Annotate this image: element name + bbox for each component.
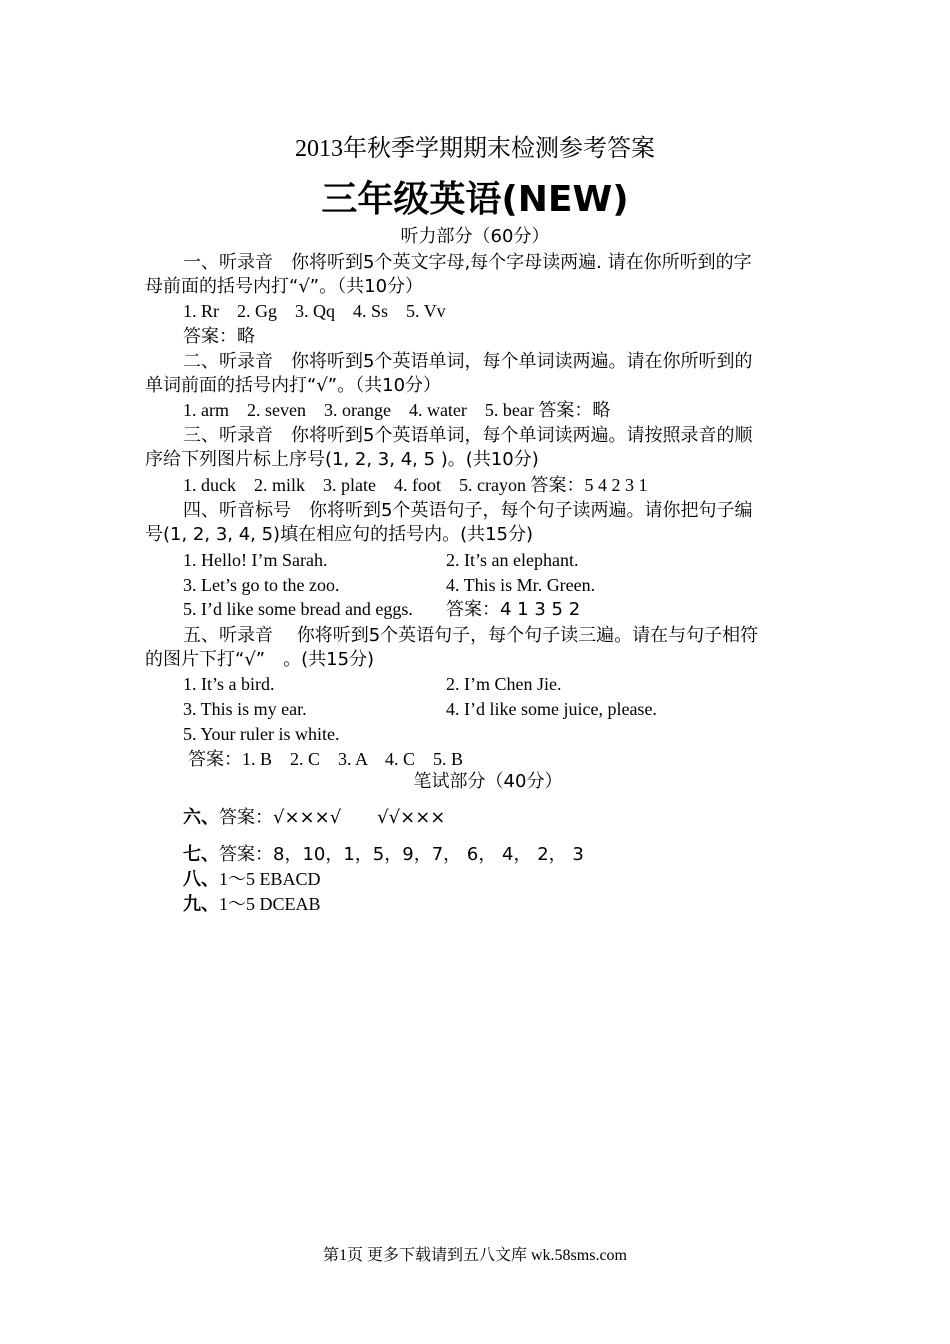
q4-item-4: 4. This is Mr. Green. — [446, 575, 596, 595]
q4-item-3: 3. Let’s go to the zoo. — [183, 575, 340, 595]
written-heading: 笔试部分（40分） — [413, 771, 563, 792]
q4-instruction-line1: 四、听音标号 你将听到5个英语句子，每个句子读两遍。请你把句子编 — [183, 500, 753, 521]
q7-label: 七、 — [183, 844, 219, 865]
q2-instruction-line1: 二、听录音 你将听到5个英语单词，每个单词读两遍。请在你所听到的 — [183, 351, 753, 372]
q2-items: 1. arm 2. seven 3. orange 4. water 5. bear 答案：略 — [183, 400, 611, 420]
q5-item-2: 2. I’m Chen Jie. — [446, 674, 562, 694]
q1-instruction-line1: 一、听录音 你将听到5个英文字母,每个字母读两遍. 请在你所听到的字 — [183, 252, 752, 273]
q4-item-2: 2. It’s an elephant. — [446, 550, 579, 570]
q5-item-4: 4. I’d like some juice, please. — [446, 699, 657, 719]
q5-item-5: 5. Your ruler is white. — [183, 724, 340, 744]
q3-items: 1. duck 2. milk 3. plate 4. foot 5. crayon 答案：5 4 2 3 1 — [183, 475, 648, 495]
q9-row — [183, 892, 321, 917]
q4-answer: 答案：4 1 3 5 2 — [446, 599, 581, 620]
q2-instruction-line2: 单词前面的括号内打“√”。（共10分） — [145, 375, 442, 396]
listening-heading: 听力部分（60分） — [400, 226, 550, 247]
q9-label: 九、 — [183, 894, 219, 915]
q9-answer: 1～5 DCEAB — [219, 894, 321, 914]
q4-item-5: 5. I’d like some bread and eggs. — [183, 599, 413, 619]
q8-answer: 1～5 EBACD — [219, 869, 321, 889]
q1-items: 1. Rr 2. Gg 3. Qq 4. Ss 5. Vv — [183, 301, 446, 321]
q6-label: 六、 — [183, 807, 219, 828]
q3-instruction-line1: 三、听录音 你将听到5个英语单词，每个单词读两遍。请按照录音的顺 — [183, 425, 753, 446]
q5-item-1: 1. It’s a bird. — [183, 674, 275, 694]
q3-instruction-line2: 序给下列图片标上序号(1, 2, 3, 4, 5 )。(共10分) — [145, 449, 539, 470]
q6-answer: 答案：√×××√ √√××× — [219, 807, 446, 828]
q1-instruction-line2: 母前面的括号内打“√”。（共10分） — [145, 276, 424, 297]
q5-answer: 答案：1. B 2. C 3. A 4. C 5. B — [188, 749, 464, 769]
q7-answer: 答案：8，10，1，5，9，7， 6， 4， 2， 3 — [219, 844, 584, 865]
q1-answer: 答案：略 — [183, 326, 255, 347]
q4-instruction-line2: 号(1, 2, 3, 4, 5)填在相应句的括号内。(共15分) — [145, 524, 534, 545]
q5-instruction-line2: 的图片下打“√” 。(共15分) — [145, 649, 375, 670]
q8-row — [183, 867, 321, 892]
exam-title: 2013年秋季学期期末检测参考答案 — [295, 136, 655, 162]
q7-row — [183, 842, 584, 867]
q8-label: 八、 — [183, 869, 219, 890]
q5-instruction-line1: 五、听录音 你将听到5个英语句子，每个句子读三遍。请在与句子相符 — [183, 625, 759, 646]
q4-item-1: 1. Hello! I’m Sarah. — [183, 550, 328, 570]
page-footer: 第1页 更多下载请到五八文库 wk.58sms.com — [322, 1247, 627, 1264]
q5-item-3: 3. This is my ear. — [183, 699, 307, 719]
q6-row — [183, 805, 445, 830]
subject-title: 三年级英语(NEW) — [321, 179, 629, 220]
